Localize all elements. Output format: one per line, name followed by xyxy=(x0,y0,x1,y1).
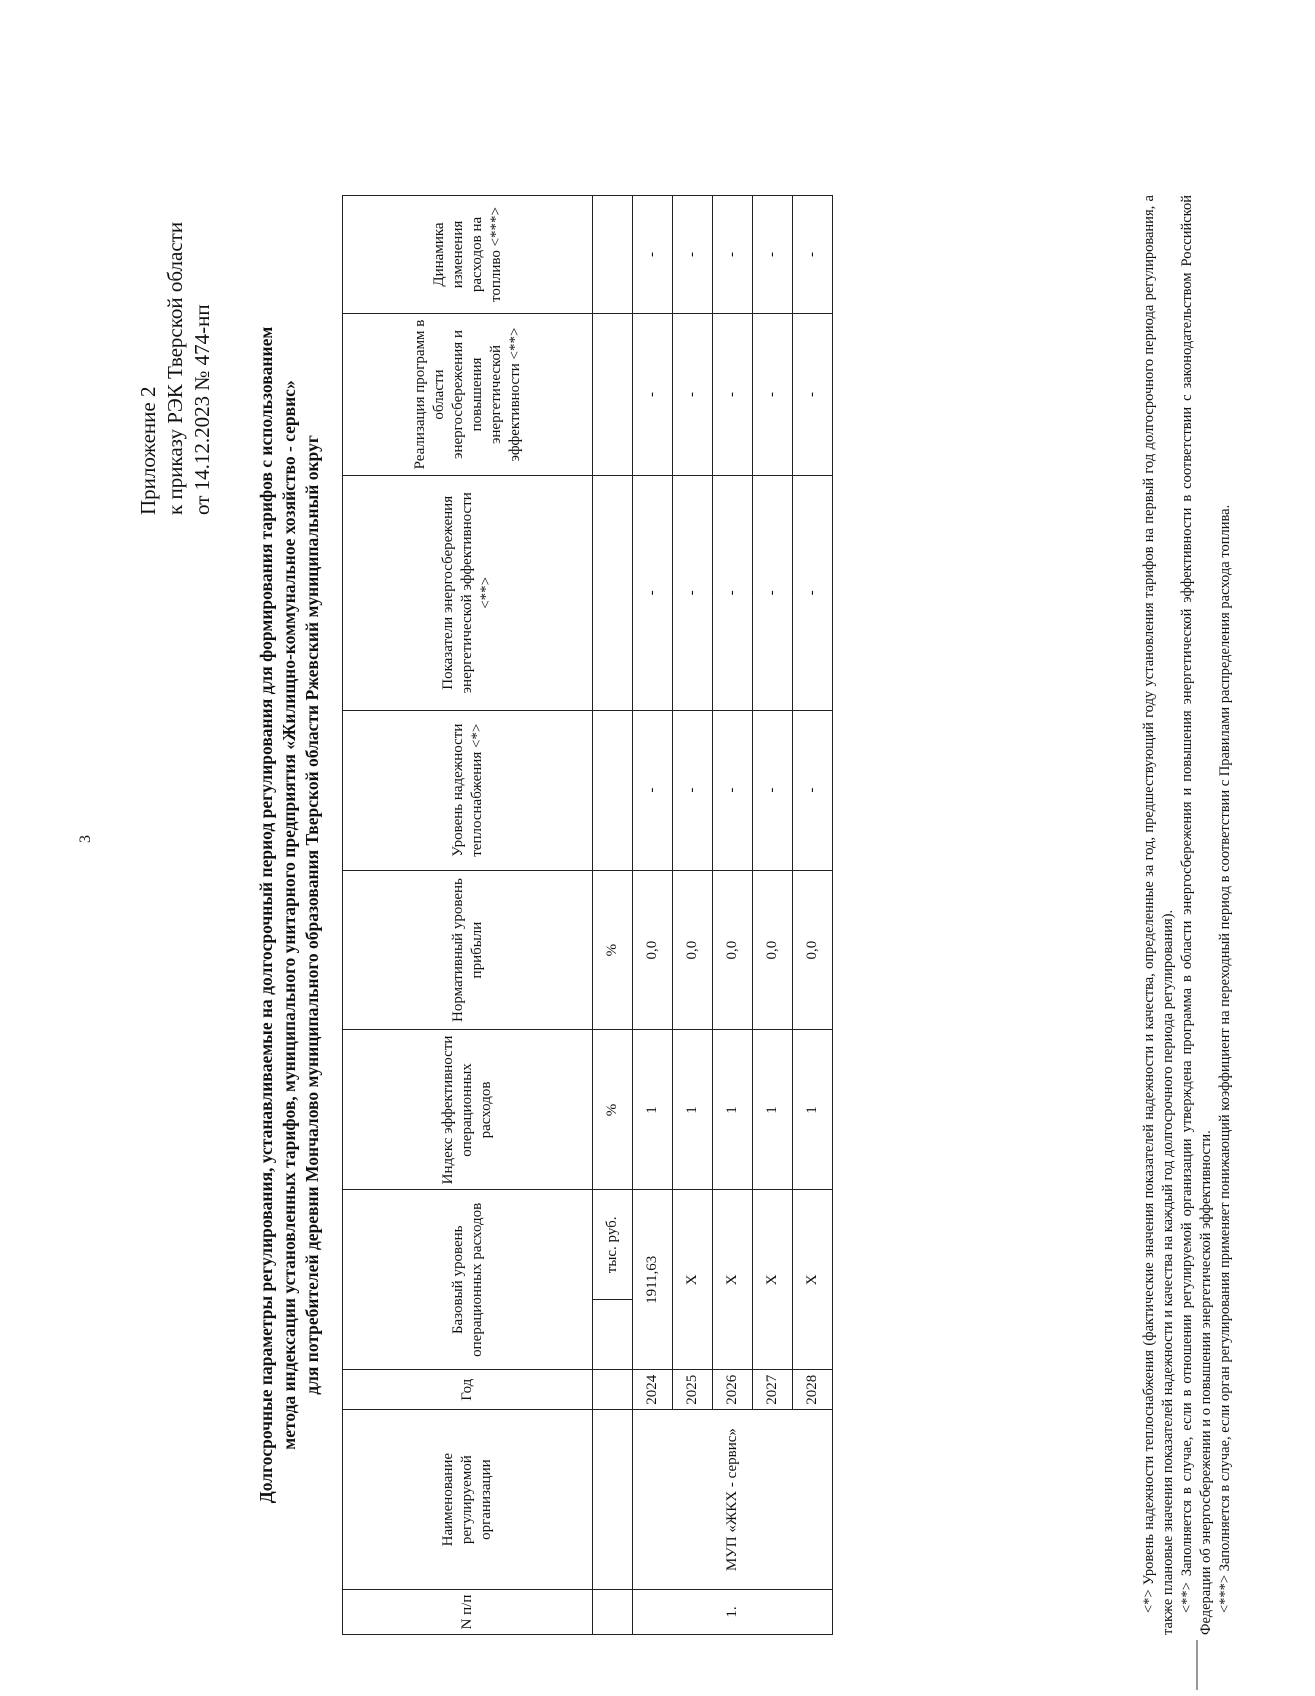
scan-edge-mark xyxy=(1196,1640,1198,1690)
unit-empty xyxy=(593,475,633,710)
cell-profit: 0,0 xyxy=(713,870,753,1030)
cell-reliability: - xyxy=(753,710,793,870)
header-base-level: Базовый уровень операционных расходов xyxy=(343,1190,593,1370)
table-units-row xyxy=(593,196,633,1635)
cell-reliability: - xyxy=(673,710,713,870)
row-num: 1. xyxy=(633,1590,833,1635)
cell-energy: - xyxy=(633,475,673,710)
cell-reliability: - xyxy=(633,710,673,870)
unit-index: % xyxy=(593,1030,633,1190)
cell-fuel: - xyxy=(753,196,793,314)
cell-fuel: - xyxy=(793,196,833,314)
cell-programs: - xyxy=(633,314,673,476)
unit-empty xyxy=(593,314,633,476)
cell-programs: - xyxy=(753,314,793,476)
header-energy-indicators: Показатели энергосбережения энергетической эффективности <**> xyxy=(343,475,593,710)
table-header-row xyxy=(343,196,593,1635)
cell-profit: 0,0 xyxy=(673,870,713,1030)
header-org: Наименование регулируемой организации xyxy=(343,1410,593,1590)
cell-reliability: - xyxy=(713,710,753,870)
table-row xyxy=(633,196,673,1635)
unit-empty xyxy=(593,1590,633,1635)
parameters-table xyxy=(342,195,833,1635)
appendix-line-1: Приложение 2 xyxy=(136,386,160,515)
appendix-line-3: от 14.12.2023 № 474-нп xyxy=(190,304,214,515)
unit-base: тыс. руб. xyxy=(593,1190,633,1300)
cell-fuel: - xyxy=(673,196,713,314)
cell-year: 2027 xyxy=(753,1370,793,1410)
cell-energy: - xyxy=(753,475,793,710)
cell-base: X xyxy=(673,1190,713,1370)
cell-energy: - xyxy=(673,475,713,710)
cell-year: 2025 xyxy=(673,1370,713,1410)
footnote-2: <**> Заполняется в случае, если в отношении регулируемой организации утверждена программа в области энергосбережения и повышения энергетической эффективности в соответствии с законодательством Российской Федерации об энергосбережении и о повышении энергетической эффективности. xyxy=(1179,195,1214,1635)
unit-empty xyxy=(593,710,633,870)
header-reliability: Уровень надежности теплоснабжения <*> xyxy=(343,710,593,870)
cell-profit: 0,0 xyxy=(633,870,673,1030)
document-title xyxy=(255,195,324,1635)
cell-programs: - xyxy=(713,314,753,476)
cell-energy: - xyxy=(713,475,753,710)
unit-profit: % xyxy=(593,870,633,1030)
footnote-3: <***> Заполняется в случае, если орган регулирования применяет понижающий коэффициент на переходный период в соответствии с Правилами распределения расхода топлива. xyxy=(1217,504,1233,1613)
cell-base: X xyxy=(753,1190,793,1370)
cell-year: 2028 xyxy=(793,1370,833,1410)
title-line-3: для потребителей деревни Мончалово муниципального образования Тверской области Ржевский муниципальный округ xyxy=(302,435,322,1395)
rotated-page-content xyxy=(136,135,1315,1655)
title-line-2: метода индексации установленных тарифов, муниципального унитарного предприятия «Жилищно-коммунальное хозяйство - сервис» xyxy=(279,380,299,1450)
cell-base: X xyxy=(793,1190,833,1370)
cell-index: 1 xyxy=(633,1030,673,1190)
cell-programs: - xyxy=(793,314,833,476)
header-profit-level: Нормативный уровень прибыли xyxy=(343,870,593,1030)
cell-base: 1911,63 xyxy=(633,1190,673,1370)
cell-year: 2024 xyxy=(633,1370,673,1410)
unit-empty xyxy=(593,1410,633,1590)
cell-profit: 0,0 xyxy=(793,870,833,1030)
cell-index: 1 xyxy=(793,1030,833,1190)
footnote-1: <*> Уровень надежности теплоснабжения (фактические значения показателей надежности и качества, определенные за год, предшествующий году установления тарифов на первый год долгосрочного периода регулирования, а также плановые значения показателей надежности и качества на каждый год долгосрочного периода регулирования). xyxy=(1141,195,1176,1635)
cell-fuel: - xyxy=(713,196,753,314)
header-efficiency-index: Индекс эффективности операционных расходов xyxy=(343,1030,593,1190)
unit-empty xyxy=(593,196,633,314)
cell-reliability: - xyxy=(793,710,833,870)
cell-energy: - xyxy=(793,475,833,710)
header-num: N п/п xyxy=(343,1590,593,1635)
appendix-line-2: к приказу РЭК Тверской области xyxy=(163,221,187,515)
row-org: МУП «ЖКХ - сервис» xyxy=(633,1410,833,1590)
cell-index: 1 xyxy=(673,1030,713,1190)
header-energy-programs: Реализация программ в области энергосбережения и повышения энергетической эффективности <**> xyxy=(343,314,593,476)
cell-index: 1 xyxy=(713,1030,753,1190)
cell-fuel: - xyxy=(633,196,673,314)
unit-empty xyxy=(593,1300,633,1370)
cell-profit: 0,0 xyxy=(753,870,793,1030)
cell-year: 2026 xyxy=(713,1370,753,1410)
header-year: Год xyxy=(343,1370,593,1410)
header-fuel-dynamics: Динамика изменения расходов на топливо <***> xyxy=(343,196,593,314)
footnotes xyxy=(1140,195,1235,1635)
unit-empty xyxy=(593,1370,633,1410)
cell-base: X xyxy=(713,1190,753,1370)
title-line-1: Долгосрочные параметры регулирования, устанавливаемые на долгосрочный период регулирования для формирования тарифов с использованием xyxy=(256,326,276,1504)
appendix-block xyxy=(135,222,216,515)
page-number: 3 xyxy=(77,835,94,843)
cell-index: 1 xyxy=(753,1030,793,1190)
cell-programs: - xyxy=(673,314,713,476)
